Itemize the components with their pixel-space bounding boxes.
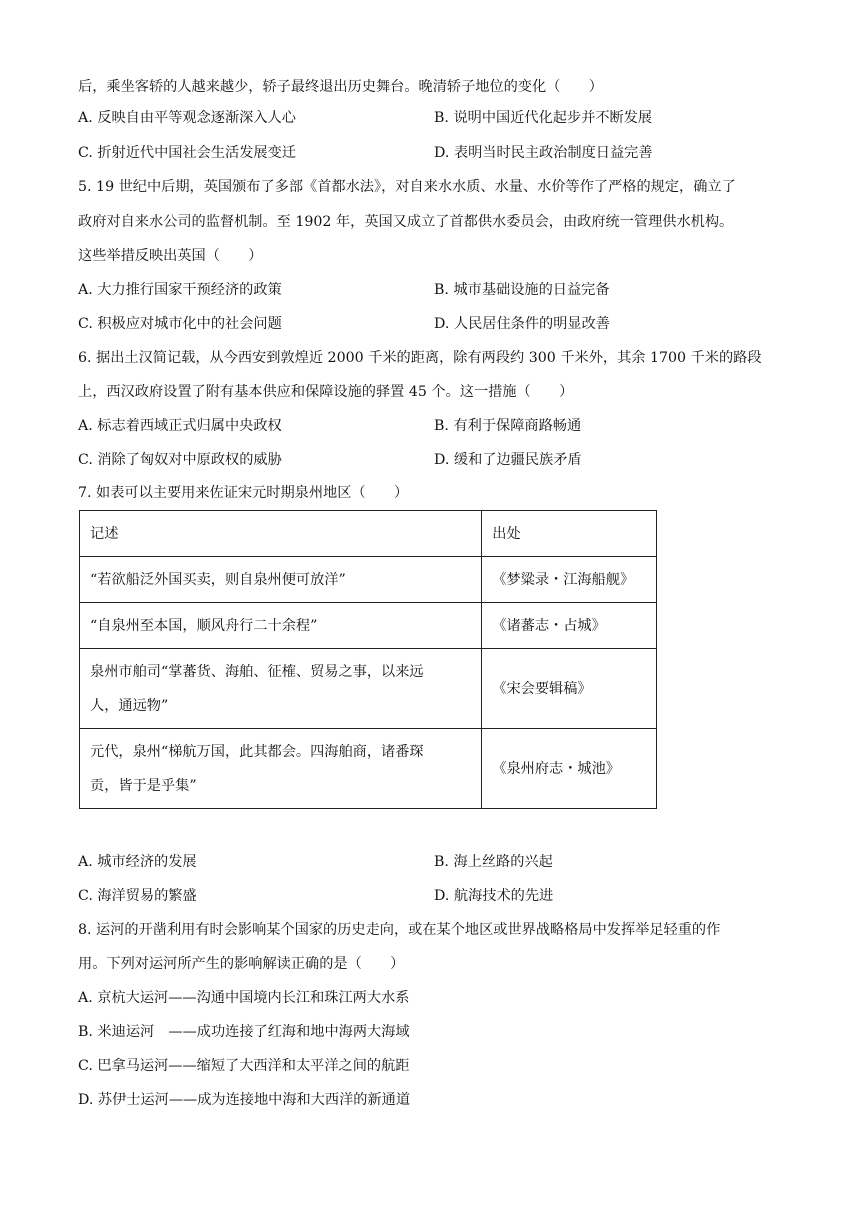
q6-option-d: D. 缓和了边疆民族矛盾 bbox=[434, 452, 582, 468]
q5-stem-line-3: 这些举措反映出英国（ ） bbox=[78, 248, 263, 264]
q5-stem-line-2: 政府对自来水公司的监督机制。至 1902 年，英国又成立了首都供水委员会，由政府统一管理供水机构。 bbox=[78, 214, 734, 230]
q5-option-a: A. 大力推行国家干预经济的政策 bbox=[78, 282, 282, 298]
q4-option-d: D. 表明当时民主政治制度日益完善 bbox=[434, 145, 653, 161]
q8-option-d: D. 苏伊士运河——成为连接地中海和大西洋的新通道 bbox=[78, 1092, 411, 1108]
record-source: 《宋会要辑稿》 bbox=[482, 649, 657, 729]
table-header-record: 记述 bbox=[80, 511, 482, 557]
q5-stem-line-1: 5. 19 世纪中后期，英国颁布了多部《首都水法》，对自来水水质、水量、水价等作了严格的规定，确立了 bbox=[78, 179, 736, 195]
q7-stem: 7. 如表可以主要用来佐证宋元时期泉州地区（ ） bbox=[78, 485, 409, 501]
table-row bbox=[80, 557, 657, 603]
q7-option-c: C. 海洋贸易的繁盛 bbox=[78, 888, 197, 904]
q8-option-a: A. 京杭大运河——沟通中国境内长江和珠江两大水系 bbox=[78, 990, 410, 1006]
record-text: 泉州市舶司“掌蕃货、海舶、征榷、贸易之事，以来远 人，通远物” bbox=[80, 649, 482, 729]
record-source: 《梦粱录・江海船舰》 bbox=[482, 557, 657, 603]
table-row bbox=[80, 649, 657, 729]
table-header-source: 出处 bbox=[482, 511, 657, 557]
q7-source-table bbox=[79, 510, 657, 809]
record-text: “若欲船泛外国买卖，则自泉州便可放洋” bbox=[80, 557, 482, 603]
q5-option-c: C. 积极应对城市化中的社会问题 bbox=[78, 316, 282, 332]
record-source: 《泉州府志・城池》 bbox=[482, 729, 657, 809]
q4-option-b: B. 说明中国近代化起步并不断发展 bbox=[434, 110, 653, 126]
q7-option-d: D. 航海技术的先进 bbox=[434, 888, 554, 904]
record-source: 《诸蕃志・占城》 bbox=[482, 603, 657, 649]
table-row bbox=[80, 603, 657, 649]
q7-option-a: A. 城市经济的发展 bbox=[78, 854, 197, 870]
q4-option-c: C. 折射近代中国社会生活发展变迁 bbox=[78, 145, 296, 161]
q4-stem-tail: 后，乘坐客轿的人越来越少，轿子最终退出历史舞台。晚清轿子地位的变化（ ） bbox=[78, 79, 603, 95]
q6-option-b: B. 有利于保障商路畅通 bbox=[434, 418, 582, 434]
record-text: “自泉州至本国，顺风舟行二十余程” bbox=[80, 603, 482, 649]
q6-stem-line-1: 6. 据出土汉简记载，从今西安到敦煌近 2000 千米的距离，除有两段约 300 千米外，其余 1700 千米的路段 bbox=[78, 350, 762, 366]
q8-stem-line-2: 用。下列对运河所产生的影响解读正确的是（ ） bbox=[78, 956, 405, 972]
q5-option-b: B. 城市基础设施的日益完备 bbox=[434, 282, 610, 298]
q6-option-a: A. 标志着西域正式归属中央政权 bbox=[78, 418, 282, 434]
q8-option-c: C. 巴拿马运河——缩短了大西洋和太平洋之间的航距 bbox=[78, 1058, 410, 1074]
q6-option-c: C. 消除了匈奴对中原政权的威胁 bbox=[78, 452, 282, 468]
table-header-row bbox=[80, 511, 657, 557]
table-row bbox=[80, 729, 657, 809]
q5-option-d: D. 人民居住条件的明显改善 bbox=[434, 316, 610, 332]
q7-option-b: B. 海上丝路的兴起 bbox=[434, 854, 553, 870]
q8-stem-line-1: 8. 运河的开凿利用有时会影响某个国家的历史走向，或在某个地区或世界战略格局中发挥举足轻重的作 bbox=[78, 922, 721, 938]
record-text: 元代，泉州“梯航万国，此其都会。四海舶商，诸番琛 贡，皆于是乎集” bbox=[80, 729, 482, 809]
q8-option-b: B. 米迪运河 ——成功连接了红海和地中海两大海域 bbox=[78, 1024, 410, 1040]
q6-stem-line-2: 上，西汉政府设置了附有基本供应和保障设施的驿置 45 个。这一措施（ ） bbox=[78, 384, 574, 400]
q4-option-a: A. 反映自由平等观念逐渐深入人心 bbox=[78, 110, 296, 126]
